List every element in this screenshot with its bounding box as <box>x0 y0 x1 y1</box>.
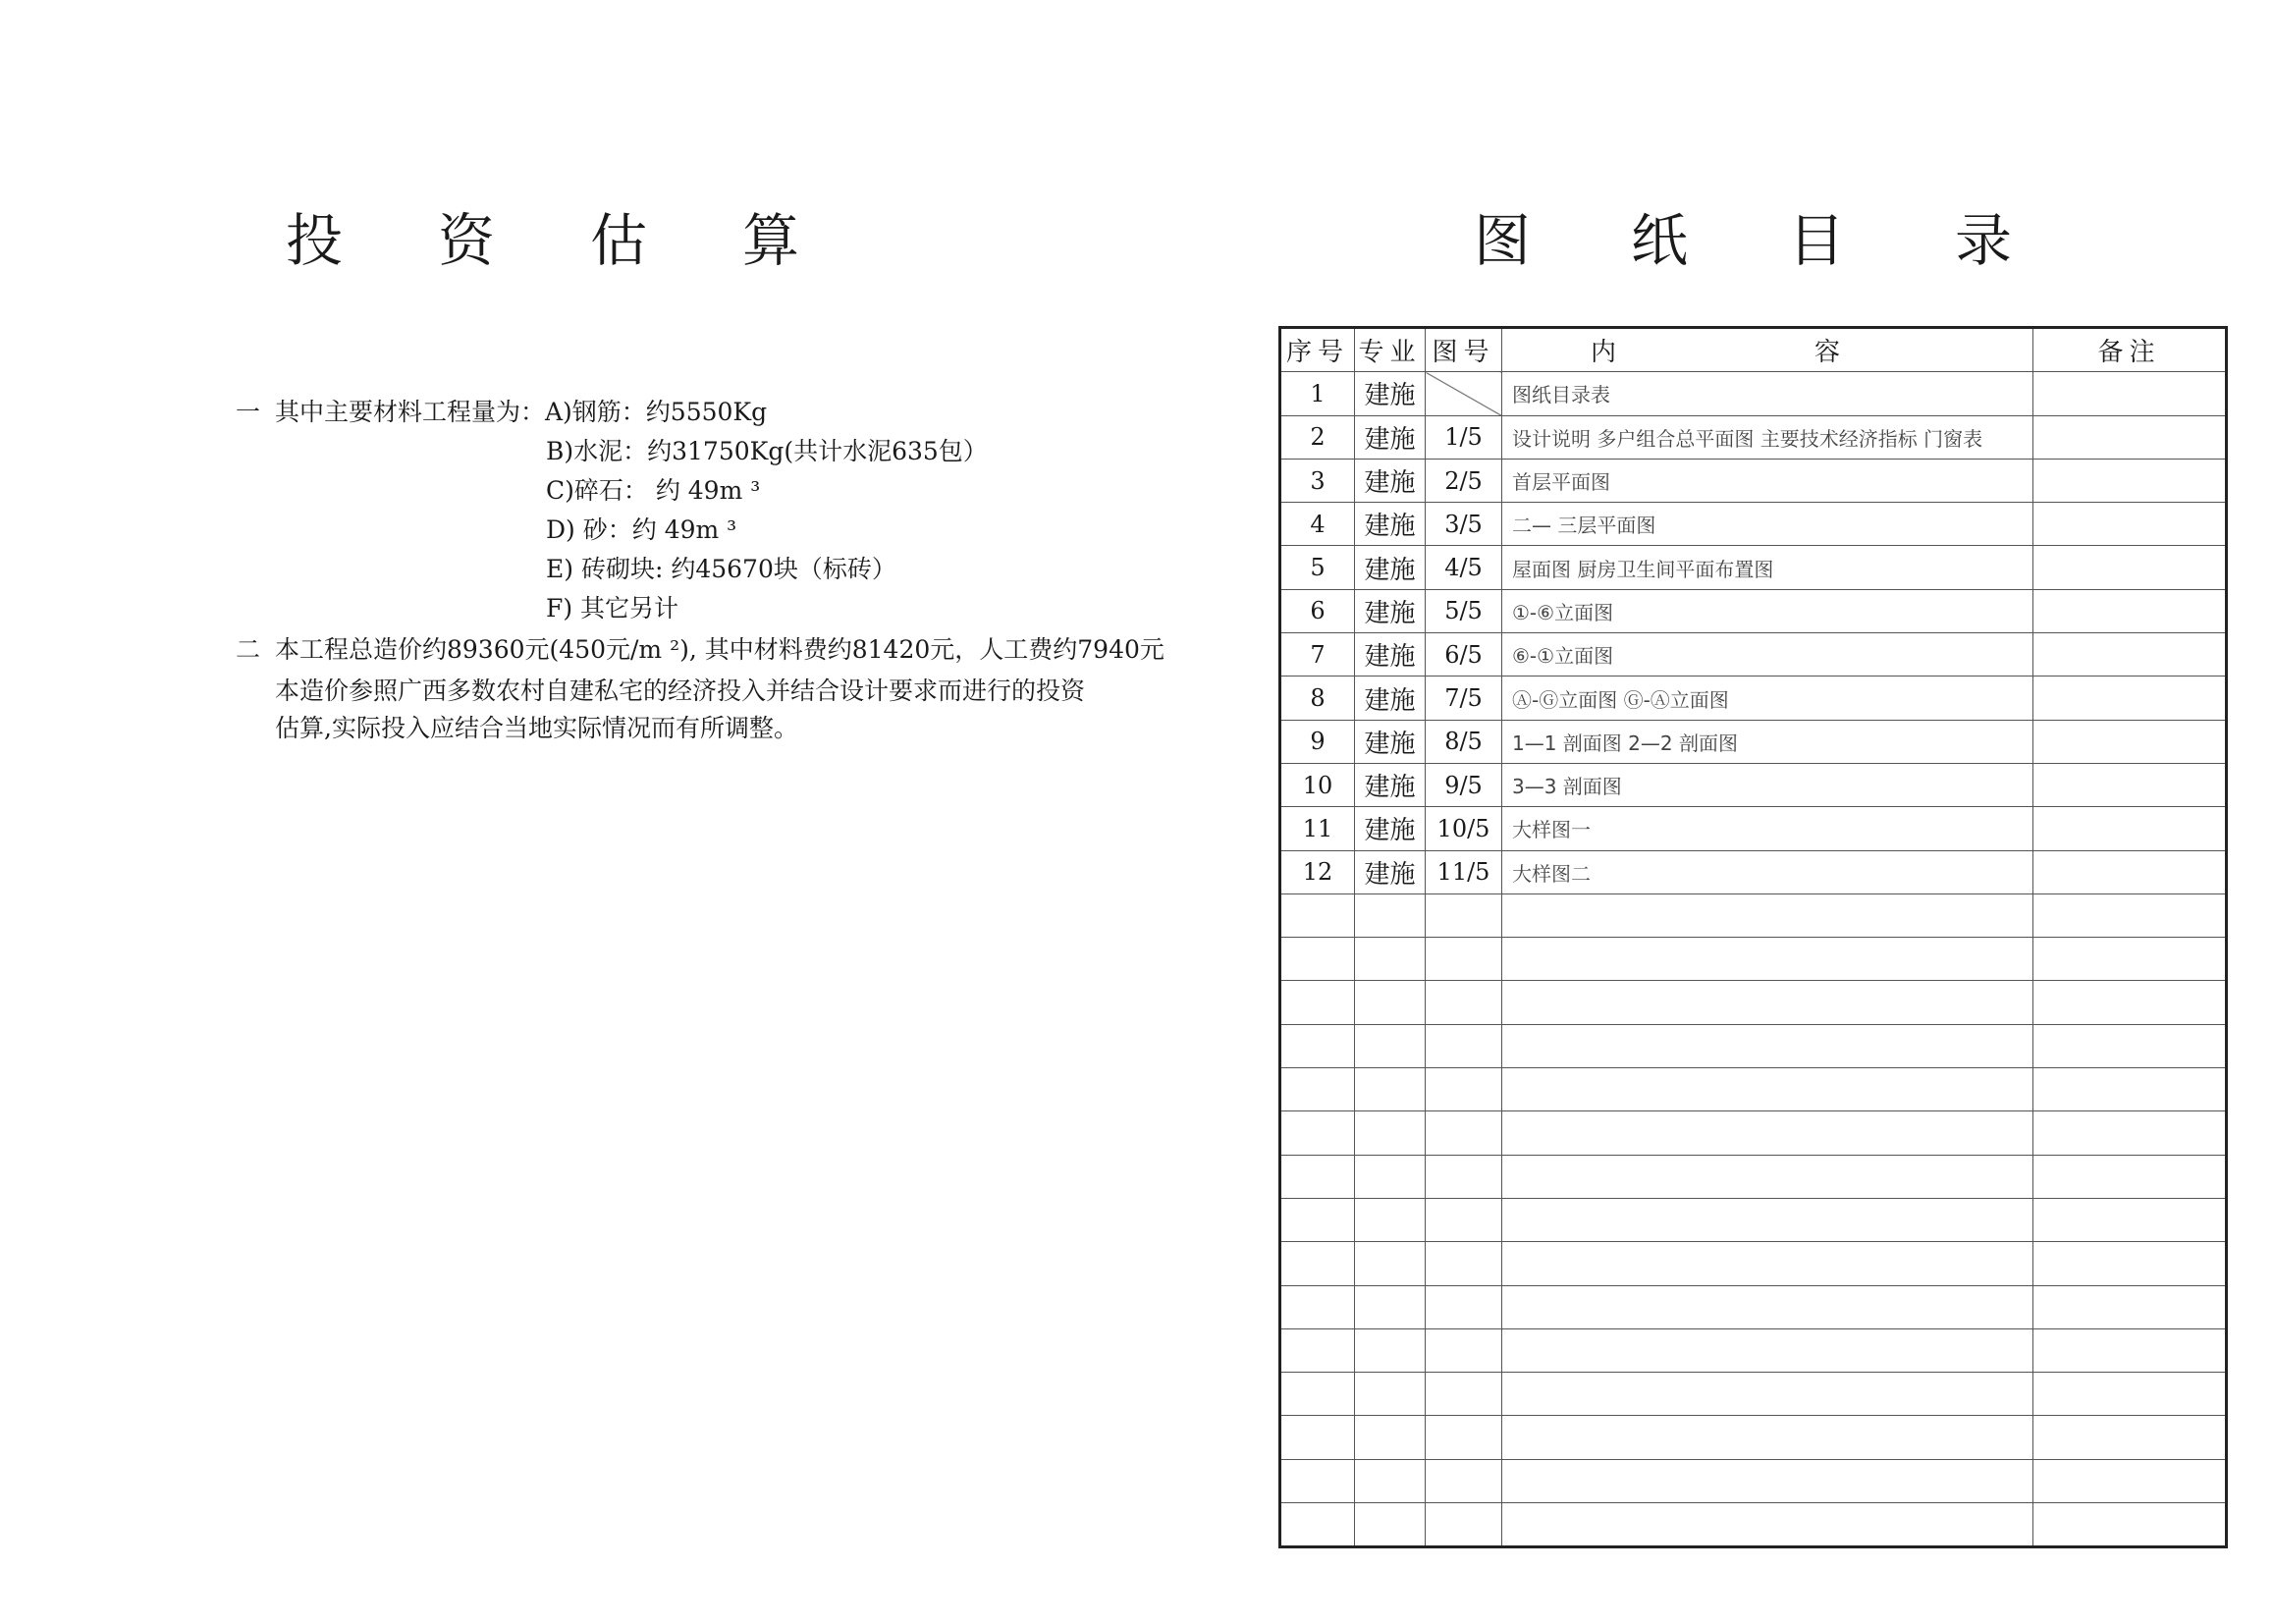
table-row <box>1280 1373 2227 1416</box>
material-line-brick: E) 砖砌块: 约45670块（标砖） <box>546 555 896 583</box>
cell-note <box>2033 677 2227 720</box>
table-row <box>1280 1111 2227 1155</box>
cell-content <box>1502 981 2033 1024</box>
header-content-char: 容 <box>1814 338 1846 368</box>
cell-content <box>1502 1328 2033 1372</box>
table-row <box>1280 1285 2227 1328</box>
cell-major: 建施 <box>1355 850 1426 893</box>
cell-figure-no <box>1426 1285 1502 1328</box>
cell-content <box>1502 1285 2033 1328</box>
cell-major <box>1355 1416 1426 1459</box>
cell-major <box>1355 1503 1426 1547</box>
cell-serial: 3 <box>1280 459 1355 502</box>
table-row <box>1280 589 2227 632</box>
cell-note <box>2033 1198 2227 1241</box>
cell-content: 屋面图 厨房卫生间平面布置图 <box>1502 546 2033 589</box>
cell-figure-no <box>1426 1328 1502 1372</box>
cell-serial <box>1280 1328 1355 1372</box>
cell-figure-no <box>1426 1068 1502 1111</box>
cell-content <box>1502 1111 2033 1155</box>
cell-major <box>1355 1285 1426 1328</box>
cell-note <box>2033 1416 2227 1459</box>
cell-serial: 8 <box>1280 677 1355 720</box>
title-char: 录 <box>1954 207 2012 274</box>
cell-major: 建施 <box>1355 459 1426 502</box>
cell-serial: 12 <box>1280 850 1355 893</box>
cell-content: 1—1 剖面图 2—2 剖面图 <box>1502 720 2033 763</box>
cell-figure-no <box>1426 1242 1502 1285</box>
table-row <box>1280 981 2227 1024</box>
cell-note <box>2033 1024 2227 1067</box>
title-char: 图 <box>1473 207 1531 274</box>
cell-serial: 9 <box>1280 720 1355 763</box>
cell-note <box>2033 1242 2227 1285</box>
cell-content: 二— 三层平面图 <box>1502 503 2033 546</box>
drawing-index-table <box>1278 326 2228 1548</box>
title-char: 目 <box>1787 207 1845 274</box>
cell-note <box>2033 589 2227 632</box>
table-row <box>1280 633 2227 677</box>
table-row <box>1280 763 2227 806</box>
cell-note <box>2033 503 2227 546</box>
investment-estimate-title <box>275 201 884 280</box>
cell-content: ⑥-①立面图 <box>1502 633 2033 677</box>
table-row <box>1280 1242 2227 1285</box>
drawing-index-title <box>1463 201 2101 280</box>
cell-content: 图纸目录表 <box>1502 372 2033 415</box>
title-char: 投 <box>285 207 343 274</box>
cell-figure-no <box>1426 893 1502 937</box>
table-row <box>1280 1068 2227 1111</box>
cell-content: Ⓐ-Ⓖ立面图 Ⓖ-Ⓐ立面图 <box>1502 677 2033 720</box>
cell-note <box>2033 981 2227 1024</box>
cell-serial <box>1280 1111 1355 1155</box>
cell-figure-no: 8/5 <box>1426 720 1502 763</box>
cell-note <box>2033 415 2227 459</box>
cell-content: 大样图一 <box>1502 807 2033 850</box>
cell-major <box>1355 1024 1426 1067</box>
estimate-note-line: 估算,实际投入应结合当地实际情况而有所调整。 <box>275 714 798 742</box>
cell-major: 建施 <box>1355 720 1426 763</box>
cell-figure-no <box>1426 981 1502 1024</box>
header-note: 备注 <box>2033 328 2227 372</box>
header-major: 专业 <box>1355 328 1426 372</box>
cell-content <box>1502 893 2033 937</box>
cell-content <box>1502 1198 2033 1241</box>
cell-content <box>1502 1503 2033 1547</box>
cell-figure-no: 4/5 <box>1426 546 1502 589</box>
cell-note <box>2033 1503 2227 1547</box>
table-body <box>1280 372 2227 1547</box>
item-number: 一 <box>236 398 261 426</box>
cell-major <box>1355 893 1426 937</box>
total-cost-line: 本工程总造价约89360元(450元/m ²), 其中材料费约81420元，人工费约7940元 <box>275 635 1164 664</box>
cell-serial: 5 <box>1280 546 1355 589</box>
cell-figure-no <box>1426 1155 1502 1198</box>
cell-serial <box>1280 1503 1355 1547</box>
cell-content: 设计说明 多户组合总平面图 主要技术经济指标 门窗表 <box>1502 415 2033 459</box>
table-row <box>1280 938 2227 981</box>
cell-serial <box>1280 1373 1355 1416</box>
table-row <box>1280 503 2227 546</box>
header-content-char: 内 <box>1591 338 1623 368</box>
cell-note <box>2033 1328 2227 1372</box>
header-figure-no: 图号 <box>1426 328 1502 372</box>
cell-note <box>2033 720 2227 763</box>
table-row <box>1280 415 2227 459</box>
title-char: 算 <box>741 207 799 274</box>
material-line-other: F) 其它另计 <box>546 594 679 623</box>
cell-figure-no <box>1426 372 1502 415</box>
cell-content <box>1502 938 2033 981</box>
header-serial: 序号 <box>1280 328 1355 372</box>
cell-figure-no: 10/5 <box>1426 807 1502 850</box>
cell-note <box>2033 372 2227 415</box>
estimate-item-2 <box>236 630 1164 670</box>
material-line-sand: D) 砂：约 49m ³ <box>546 515 737 544</box>
cell-note <box>2033 850 2227 893</box>
cell-content: 首层平面图 <box>1502 459 2033 502</box>
cell-major: 建施 <box>1355 546 1426 589</box>
table-header-row <box>1280 328 2227 372</box>
cell-serial <box>1280 938 1355 981</box>
table-row <box>1280 1024 2227 1067</box>
cell-note <box>2033 938 2227 981</box>
cell-figure-no: 6/5 <box>1426 633 1502 677</box>
cell-major <box>1355 938 1426 981</box>
title-char: 纸 <box>1630 207 1688 274</box>
cell-note <box>2033 893 2227 937</box>
cell-major: 建施 <box>1355 763 1426 806</box>
cell-figure-no: 7/5 <box>1426 677 1502 720</box>
cell-figure-no: 2/5 <box>1426 459 1502 502</box>
cell-major: 建施 <box>1355 415 1426 459</box>
cell-serial <box>1280 1242 1355 1285</box>
cell-content <box>1502 1155 2033 1198</box>
cell-note <box>2033 1068 2227 1111</box>
cell-figure-no: 1/5 <box>1426 415 1502 459</box>
cell-figure-no <box>1426 1373 1502 1416</box>
table-row <box>1280 893 2227 937</box>
cell-content: 大样图二 <box>1502 850 2033 893</box>
cell-serial: 10 <box>1280 763 1355 806</box>
table-row <box>1280 1503 2227 1547</box>
cell-serial <box>1280 1285 1355 1328</box>
cell-note <box>2033 1459 2227 1502</box>
cell-serial: 2 <box>1280 415 1355 459</box>
cell-serial <box>1280 1068 1355 1111</box>
table-row <box>1280 1155 2227 1198</box>
table-row <box>1280 372 2227 415</box>
cell-serial <box>1280 1024 1355 1067</box>
estimate-item-1 <box>236 393 767 432</box>
cell-content <box>1502 1068 2033 1111</box>
cell-serial <box>1280 981 1355 1024</box>
cell-major <box>1355 1373 1426 1416</box>
title-char: 估 <box>589 207 647 274</box>
cell-major <box>1355 1459 1426 1502</box>
material-line-cement: B)水泥：约31750Kg(共计水泥635包） <box>546 437 988 465</box>
cell-serial: 1 <box>1280 372 1355 415</box>
cell-note <box>2033 807 2227 850</box>
cell-content: ①-⑥立面图 <box>1502 589 2033 632</box>
table-row <box>1280 720 2227 763</box>
estimate-note-line: 本造价参照广西多数农村自建私宅的经济投入并结合设计要求而进行的投资 <box>275 677 1086 705</box>
material-lead-line: 其中主要材料工程量为：A)钢筋：约5550Kg <box>275 398 768 426</box>
table-row <box>1280 1459 2227 1502</box>
cell-content <box>1502 1024 2033 1067</box>
cell-figure-no: 5/5 <box>1426 589 1502 632</box>
cell-major: 建施 <box>1355 503 1426 546</box>
cell-major: 建施 <box>1355 677 1426 720</box>
header-content <box>1502 328 2033 372</box>
cell-serial: 4 <box>1280 503 1355 546</box>
cell-serial: 6 <box>1280 589 1355 632</box>
cell-serial: 7 <box>1280 633 1355 677</box>
cell-figure-no <box>1426 1198 1502 1241</box>
cell-major <box>1355 1328 1426 1372</box>
cell-major <box>1355 1198 1426 1241</box>
table-row <box>1280 459 2227 502</box>
cell-note <box>2033 1155 2227 1198</box>
cell-figure-no <box>1426 1111 1502 1155</box>
material-line-gravel: C)碎石： 约 49m ³ <box>546 476 761 505</box>
cell-content <box>1502 1373 2033 1416</box>
cell-figure-no <box>1426 1416 1502 1459</box>
cell-figure-no: 9/5 <box>1426 763 1502 806</box>
cell-note <box>2033 1285 2227 1328</box>
cell-figure-no: 3/5 <box>1426 503 1502 546</box>
cell-note <box>2033 633 2227 677</box>
cell-figure-no <box>1426 1503 1502 1547</box>
cell-serial <box>1280 1198 1355 1241</box>
cell-content <box>1502 1459 2033 1502</box>
cell-note <box>2033 1373 2227 1416</box>
cell-note <box>2033 459 2227 502</box>
cell-serial: 11 <box>1280 807 1355 850</box>
cell-major: 建施 <box>1355 372 1426 415</box>
cell-serial <box>1280 893 1355 937</box>
cell-major: 建施 <box>1355 589 1426 632</box>
cell-major: 建施 <box>1355 633 1426 677</box>
table-row <box>1280 1416 2227 1459</box>
cell-note <box>2033 546 2227 589</box>
cell-figure-no <box>1426 1459 1502 1502</box>
table-row <box>1280 677 2227 720</box>
cell-major <box>1355 1155 1426 1198</box>
table-row <box>1280 850 2227 893</box>
cell-content <box>1502 1242 2033 1285</box>
cell-note <box>2033 763 2227 806</box>
title-char: 资 <box>437 207 495 274</box>
cell-content: 3—3 剖面图 <box>1502 763 2033 806</box>
cell-figure-no <box>1426 938 1502 981</box>
cell-figure-no <box>1426 1024 1502 1067</box>
cell-major <box>1355 981 1426 1024</box>
table-row <box>1280 546 2227 589</box>
item-number: 二 <box>236 635 261 664</box>
table-row <box>1280 807 2227 850</box>
cell-major: 建施 <box>1355 807 1426 850</box>
cell-content <box>1502 1416 2033 1459</box>
cell-serial <box>1280 1459 1355 1502</box>
table-row <box>1280 1198 2227 1241</box>
cell-figure-no: 11/5 <box>1426 850 1502 893</box>
table-row <box>1280 1328 2227 1372</box>
cell-serial <box>1280 1155 1355 1198</box>
cell-major <box>1355 1111 1426 1155</box>
cell-note <box>2033 1111 2227 1155</box>
cell-major <box>1355 1068 1426 1111</box>
cell-major <box>1355 1242 1426 1285</box>
cell-serial <box>1280 1416 1355 1459</box>
